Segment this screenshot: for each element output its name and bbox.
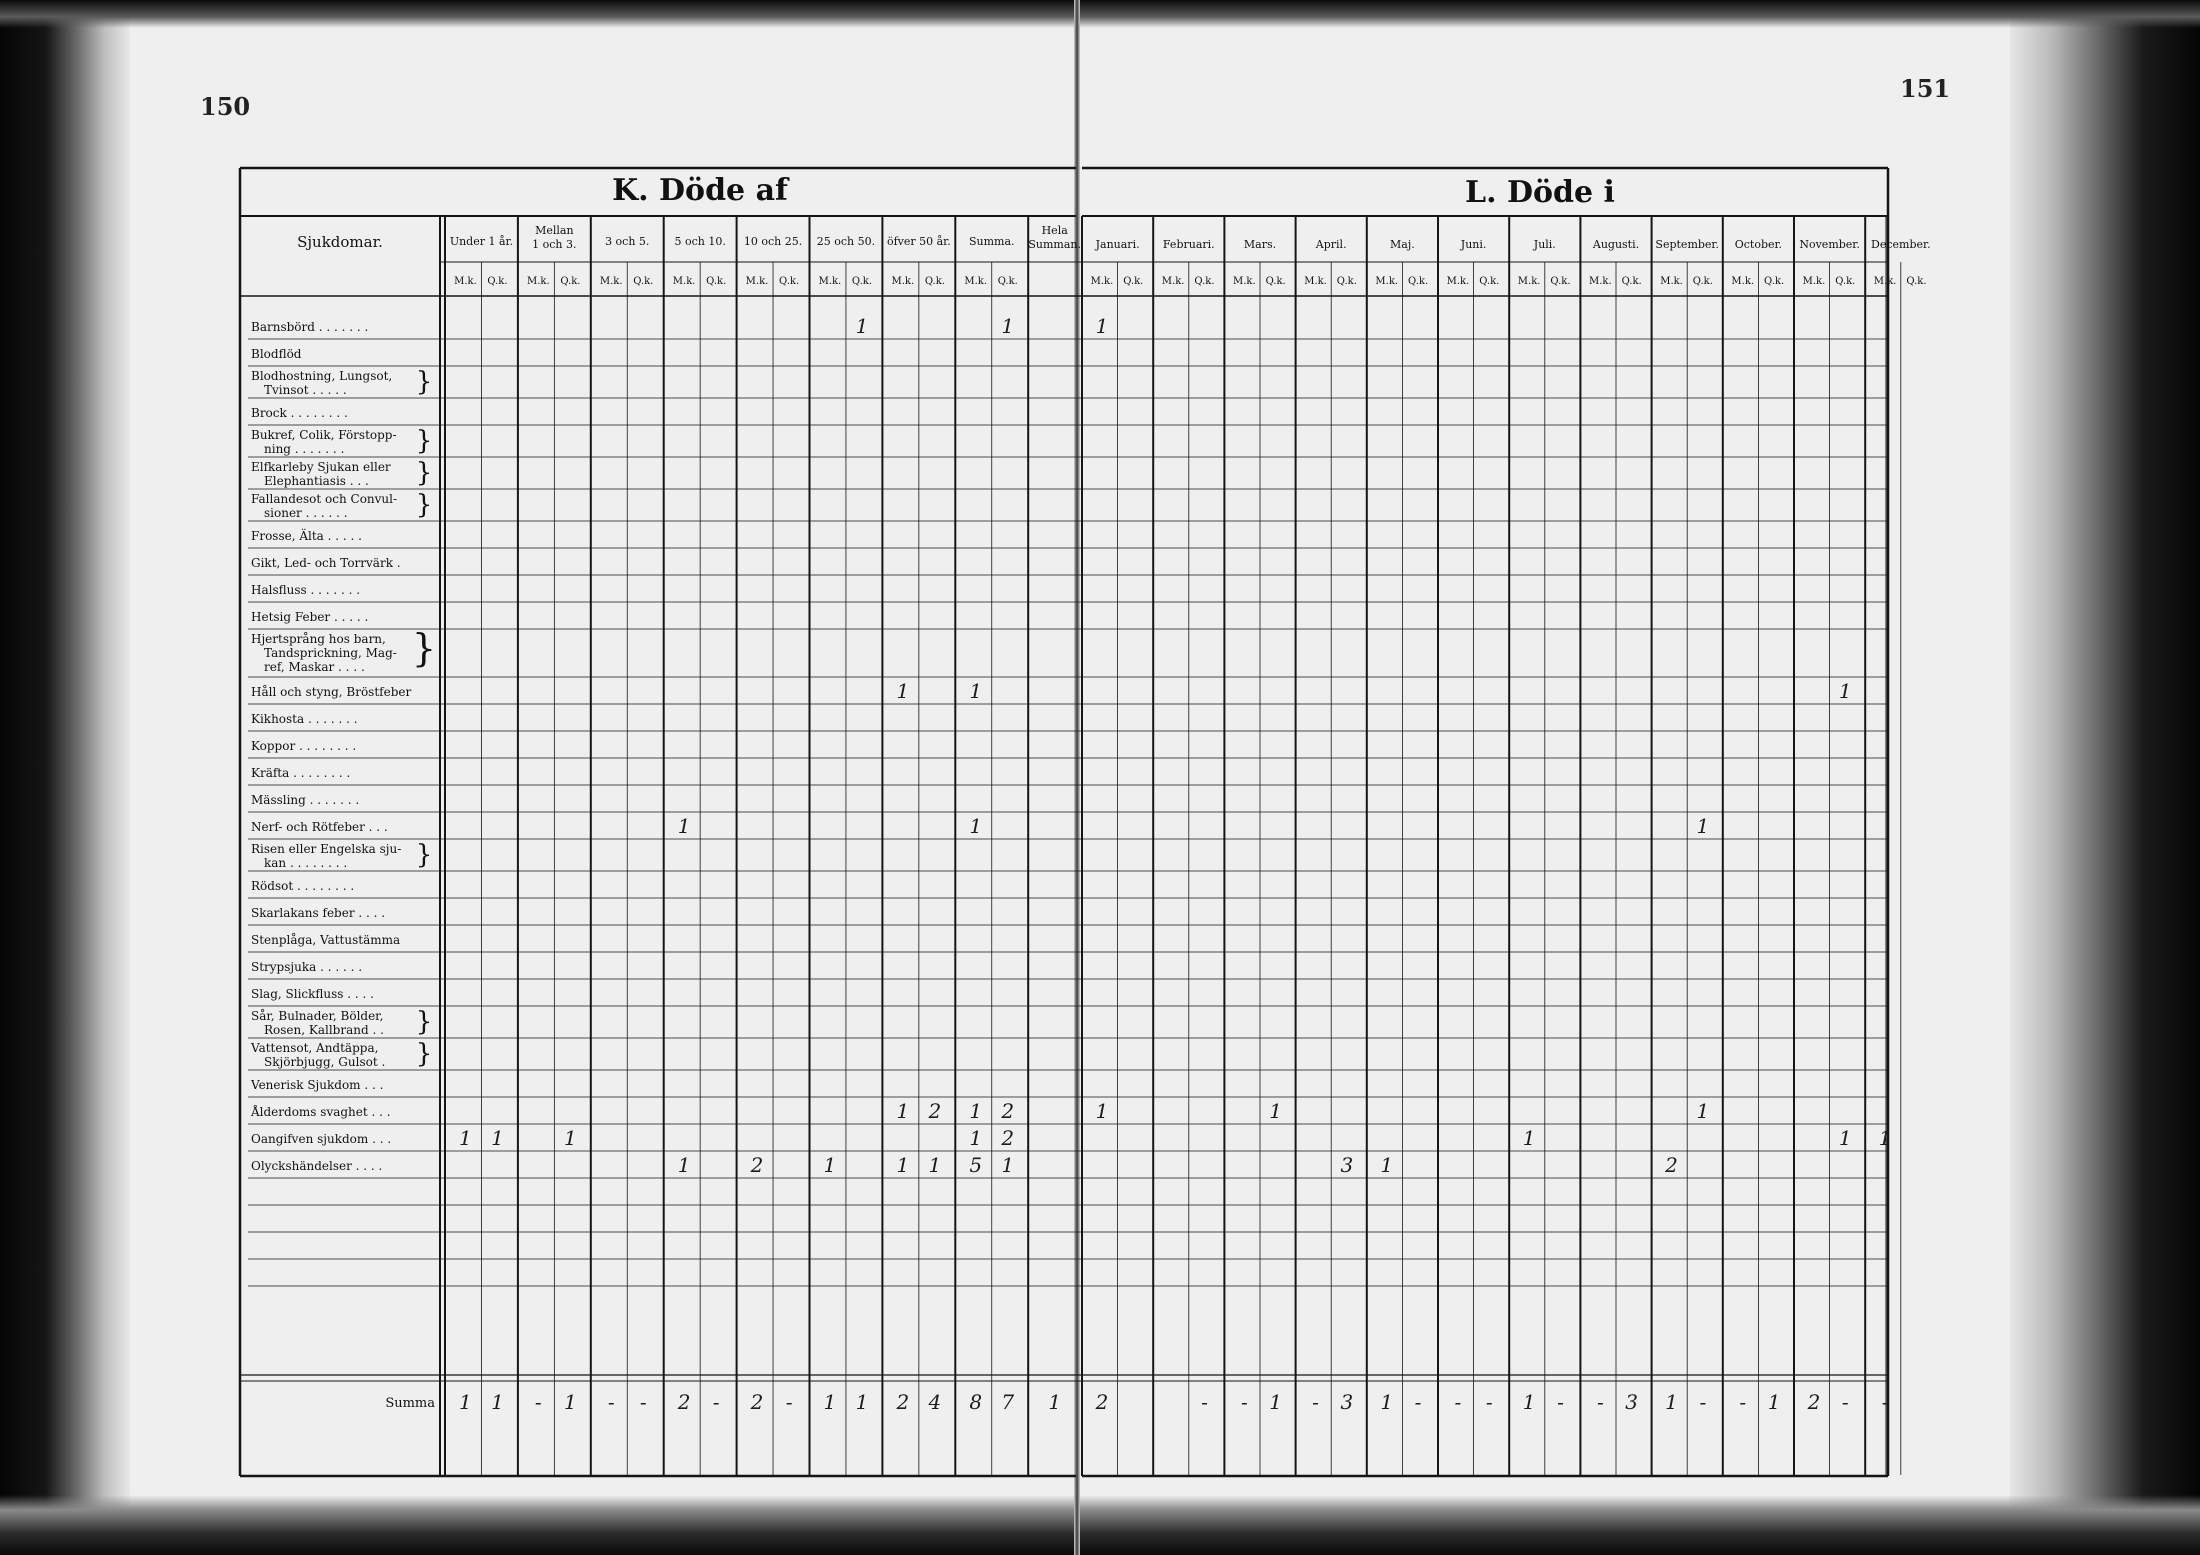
summa-value: 1 [1767,1390,1781,1414]
bracket-brace: } [415,1039,433,1069]
summa-value: 7 [1001,1390,1015,1414]
summa-value: - [1596,1390,1604,1414]
summa-label: Summa [385,1396,435,1411]
disease-label: Tvinsot . . . . . [264,383,347,397]
disease-label: Brock . . . . . . . . [251,406,348,420]
sex-subheader: M.k. [745,276,769,287]
summa-value: 2 [1095,1390,1109,1414]
summa-value: - [1881,1390,1889,1414]
sex-subheader: M.k. [1161,276,1185,287]
disease-label: Vattensot, Andtäppa, [251,1041,379,1055]
summa-value: 2 [896,1390,910,1414]
sex-subheader: M.k. [1090,276,1114,287]
summa-value: 1 [855,1390,869,1414]
sex-subheader: Q.k. [1479,276,1500,287]
tally-entry: 5 [969,1153,983,1177]
disease-label: Ålderdoms svaghet . . . [251,1105,391,1119]
summa-value: 4 [928,1390,942,1414]
sex-subheader: Q.k. [1621,276,1642,287]
summa-value: - [1454,1390,1462,1414]
tally-entry: 1 [969,1099,983,1123]
disease-label: Barnsbörd . . . . . . . [251,320,369,334]
sex-subheader: M.k. [1517,276,1541,287]
summa-value: - [712,1390,720,1414]
tally-entry: 1 [823,1153,837,1177]
disease-label: Kräfta . . . . . . . . [251,766,351,780]
sex-subheader: M.k. [1446,276,1470,287]
summa-value: - [1841,1390,1849,1414]
tally-entry: 1 [855,314,869,338]
age-group-header: Mellan [535,224,574,237]
tally-entry: 1 [1001,314,1015,338]
tally-entry: 1 [1696,1099,1710,1123]
summa-value: - [785,1390,793,1414]
sex-subheader: Q.k. [1408,276,1429,287]
disease-label: ning . . . . . . . [264,442,345,456]
tally-entry: 3 [1340,1153,1354,1177]
sex-subheader: M.k. [818,276,842,287]
summa-value: - [639,1390,647,1414]
disease-label: Slag, Slickfluss . . . . [251,987,374,1001]
summa-value: - [1557,1390,1564,1414]
month-header: December. [1871,238,1931,251]
bracket-brace: } [415,840,433,870]
tally-entry: 1 [969,679,983,703]
disease-label: Elfkarleby Sjukan eller [251,460,391,474]
summa-value: 1 [459,1390,472,1414]
tally-entry: 2 [1665,1153,1678,1177]
disease-label: ref, Maskar . . . . [264,660,365,674]
bracket-brace: } [411,626,437,670]
month-header: Maj. [1390,238,1415,251]
disease-label: Halsfluss . . . . . . . [251,583,361,597]
summa-value: - [1699,1390,1707,1414]
disease-label: Stenplåga, Vattustämma [251,933,401,947]
sex-subheader: M.k. [454,276,477,287]
disease-label: Hjertsprång hos barn, [251,632,386,646]
month-header: Januari. [1095,238,1140,251]
disease-label: Skarlakans feber . . . . [251,906,386,920]
disease-label: Risen eller Engelska sju- [251,842,402,856]
disease-label: Bukref, Colik, Förstopp- [251,428,397,442]
disease-label: Mässling . . . . . . . [251,793,360,807]
summa-value: 1 [1269,1390,1283,1414]
disease-label: Skjörbjugg, Gulsot . [264,1055,386,1069]
tally-entry: 2 [928,1099,942,1123]
disease-label: Fallandesot och Convul- [251,492,398,506]
sex-subheader: Q.k. [560,276,581,287]
tally-entry: 1 [491,1126,504,1150]
summa-value: 8 [969,1390,983,1414]
summa-value: 1 [1380,1390,1394,1414]
sex-subheader: Q.k. [1336,276,1357,287]
summa-value: 2 [750,1390,764,1414]
disease-label: Oangifven sjukdom . . . [251,1132,392,1146]
disease-label: Frosse, Älta . . . . . [251,529,362,543]
sex-subheader: M.k. [964,276,988,287]
summa-value: 1 [823,1390,837,1414]
sex-subheader: Q.k. [1906,276,1927,287]
age-group-header: Under 1 år. [449,235,514,248]
month-header: Juli. [1533,238,1556,251]
sex-subheader: Q.k. [997,276,1018,287]
summa-value: 1 [1665,1390,1678,1414]
month-header: October. [1734,238,1783,251]
month-header: April. [1315,238,1347,251]
summa-value: 1 [564,1390,577,1414]
tally-entry: 1 [1380,1153,1394,1177]
section-title-right: L. Döde i [1465,175,1615,210]
bracket-brace: } [415,458,433,488]
disease-label: Blodflöd [251,347,302,361]
age-group-header: 25 och 50. [816,235,876,248]
sex-subheader: Q.k. [779,276,800,287]
sex-subheader: M.k. [1802,276,1826,287]
sex-subheader: M.k. [599,276,623,287]
summa-value: 2 [1807,1390,1821,1414]
bracket-brace: } [415,426,433,456]
tally-entry: 1 [1696,814,1710,838]
sex-subheader: Q.k. [633,276,654,287]
sex-subheader: M.k. [1731,276,1755,287]
summa-value: 3 [1625,1390,1639,1414]
tally-entry: 1 [1838,1126,1852,1150]
disease-label: Gikt, Led- och Torrvärk . [251,556,401,570]
sex-subheader: Q.k. [706,276,727,287]
tally-entry: 1 [1001,1153,1015,1177]
sex-subheader: M.k. [891,276,915,287]
disease-label: Elephantiasis . . . [264,474,369,488]
month-header: November. [1799,238,1860,251]
tally-entry: 1 [896,679,910,703]
sex-subheader: M.k. [1660,276,1683,287]
tally-entry: 1 [564,1126,577,1150]
summa-value: - [1312,1390,1319,1414]
tally-entry: 1 [1522,1126,1536,1150]
sex-subheader: Q.k. [487,276,508,287]
sex-subheader: Q.k. [1550,276,1571,287]
disease-column-header: Sjukdomar. [297,233,383,251]
disease-label: sioner . . . . . . [264,506,348,520]
disease-label: Håll och styng, Bröstfeber [251,685,412,699]
tally-entry: 1 [1269,1099,1283,1123]
disease-label: Venerisk Sjukdom . . . [251,1078,384,1092]
sex-subheader: Q.k. [1835,276,1856,287]
tally-entry: 1 [459,1126,472,1150]
disease-label: Koppor . . . . . . . . [251,739,357,753]
tally-entry: 1 [896,1153,910,1177]
month-header: Augusti. [1592,238,1640,251]
tally-entry: 1 [969,1126,983,1150]
summa-value: - [1201,1390,1208,1414]
disease-label: Rosen, Kallbrand . . [264,1023,384,1037]
sex-subheader: Q.k. [1194,276,1215,287]
disease-label: Blodhostning, Lungsot, [251,369,393,383]
month-header: Mars. [1243,238,1277,251]
bracket-brace: } [415,1007,433,1037]
tally-entry: 2 [1001,1126,1015,1150]
summa-value: - [1240,1390,1248,1414]
tally-entry: 1 [1095,1099,1109,1123]
tally-entry: 1 [677,814,691,838]
hela-summan-header: Summan. [1028,238,1082,251]
bracket-brace: } [415,367,433,397]
summa-value: - [1414,1390,1422,1414]
age-group-header: 10 och 25. [743,235,803,248]
age-group-header: öfver 50 år. [886,235,951,248]
summa-value: 1 [1048,1390,1062,1414]
sex-subheader: Q.k. [851,276,873,287]
sex-subheader: Q.k. [1692,276,1713,287]
tally-entry: 1 [677,1153,691,1177]
summa-value: - [607,1390,615,1414]
bracket-brace: } [415,490,433,520]
disease-label: Olyckshändelser . . . . [251,1159,383,1173]
disease-label: Strypsjuka . . . . . . [251,960,363,974]
sex-subheader: Q.k. [924,276,945,287]
tally-entry: 1 [969,814,983,838]
sex-subheader: Q.k. [1265,276,1286,287]
age-group-header: 1 och 3. [532,238,577,251]
age-group-header: 5 och 10. [674,235,726,248]
month-header: Juni. [1460,238,1487,251]
summa-value: - [534,1390,542,1414]
sex-subheader: Q.k. [1764,276,1785,287]
tally-entry: 2 [750,1153,764,1177]
sex-subheader: Q.k. [1123,276,1144,287]
disease-label: Nerf- och Rötfeber . . . [251,820,388,834]
summa-value: - [1739,1390,1747,1414]
age-group-header: 3 och 5. [605,235,650,248]
summa-value: 3 [1340,1390,1354,1414]
hela-summan-header: Hela [1041,224,1068,237]
tally-entry: 1 [928,1153,942,1177]
tally-entry: 1 [1878,1126,1892,1150]
sex-subheader: M.k. [1873,276,1897,287]
disease-label: kan . . . . . . . . [264,856,348,870]
summa-value: 1 [1522,1390,1536,1414]
sex-subheader: M.k. [1304,276,1327,287]
disease-label: Hetsig Feber . . . . . [251,610,369,624]
page-number-left: 150 [200,92,251,121]
month-header: Februari. [1162,238,1215,251]
age-group-header: Summa. [968,235,1015,248]
month-header: September. [1655,238,1719,251]
tally-entry: 1 [1095,314,1109,338]
sex-subheader: M.k. [1375,276,1399,287]
tally-entry: 2 [1001,1099,1015,1123]
summa-value: 2 [677,1390,691,1414]
section-title-left: K. Döde af [612,173,788,208]
sex-subheader: M.k. [1589,276,1612,287]
disease-label: Kikhosta . . . . . . . [251,712,358,726]
sex-subheader: M.k. [672,276,696,287]
summa-value: - [1485,1390,1493,1414]
tally-entry: 1 [896,1099,910,1123]
page-number-right: 151 [1900,74,1951,103]
tally-entry: 1 [1838,679,1852,703]
disease-label: Rödsot . . . . . . . . [251,879,355,893]
disease-label: Tandsprickning, Mag- [264,646,397,660]
sex-subheader: M.k. [1233,276,1256,287]
sex-subheader: M.k. [526,276,550,287]
disease-label: Sår, Bulnader, Bölder, [251,1009,384,1023]
summa-value: 1 [491,1390,504,1414]
